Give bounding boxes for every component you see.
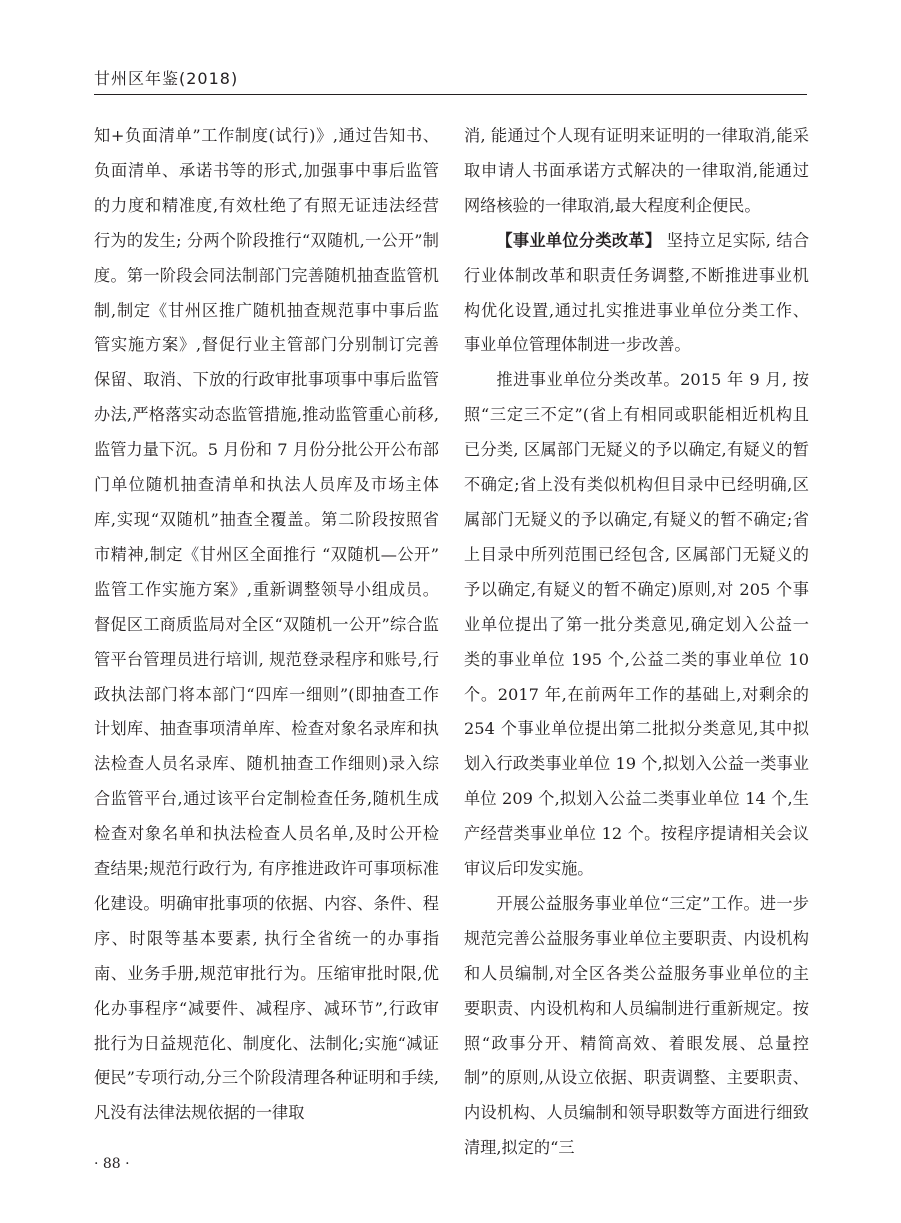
header-rule [94, 94, 807, 95]
left-paragraph-1: 知+负面清单”工作制度(试行)》,通过告知书、负面清单、承诺书等的形式,加强事中事后监管的力度和精准度,有效杜绝了有照无证违法经营行为的发生; 分两个阶段推行“双随机,一公开”制度。第一阶段会同法制部门完善随机抽查监管机制,制定《甘州区推广随机抽查规范事中事后监管实施方案》,督促行业主管部门分别制订完善保留、取消、下放的行政审批事项事中事后监管办法,严格落实动态监管措施,推动监管重心前移, 监管力量下沉。5 月份和 7 月份分批公开公布部门单位随机抽查清单和执法人员库及市场主体库,实现“双随机”抽查全覆盖。第二阶段按照省市精神,制定《甘州区全面推行 “双随机—公开” 监管工作实施方案》,重新调整领导小组成员。督促区工商质监局对全区“双随机一公开”综合监管平台管理员进行培训, 规范登录程序和账号,行政执法部门将本部门“四库一细则”(即抽查工作计划库、抽查事项清单库、检查对象名录库和执法检查人员名录库、随机抽查工作细则)录入综合监管平台,通过该平台定制检查任务,随机生成检查对象名单和执法检查人员名单,及时公开检查结果;规范行政行为, 有序推进政许可事项标准化建设。明确审批事项的依据、内容、条件、程序、时限等基本要素, 执行全省统一的办事指南、业务手册,规范审批行为。压缩审批时限,优化办事程序“减要件、减程序、减环节”,行政审批行为日益规范化、制度化、法制化;实施“减证便民”专项行动,分三个阶段清理各种证明和手续,凡没有法律法规依据的一律取 [94, 126, 439, 1123]
right-paragraph-3: 推进事业单位分类改革。2015 年 9 月, 按照“三定三不定”(省上有相同或职能相近机构且已分类, 区属部门无疑义的予以确定,有疑义的暂不确定;省上没有类似机构但目录中已经明确,区属部门无疑义的予以确定,有疑义的暂不确定;省上目录中所列范围已经包含, 区属部门无疑义的予以确定,有疑义的暂不确定)原则,对 205 个事业单位提出了第一批分类意见,确定划入公益一类的事业单位 195 个,公益二类的事业单位 10 个。2017 年,在前两年工作的基础上,对剩余的 254 个事业单位提出第二批拟分类意见,其中拟划入行政类事业单位 19 个,拟划入公益一类事业单位 209 个,拟划入公益二类事业单位 14 个,生产经营类事业单位 12 个。按程序提请相关会议审议后印发实施。 [464, 370, 809, 879]
right-paragraph-2 [464, 224, 809, 364]
page-number: · 88 · [94, 1156, 130, 1172]
left-column [94, 119, 439, 1131]
right-paragraph-4: 开展公益服务事业单位“三定”工作。进一步规范完善公益服务事业单位主要职责、内设机构和人员编制,对全区各类公益服务事业单位的主要职责、内设机构和人员编制进行重新规定。按照“政事分开、精简高效、着眼发展、总量控制”的原则,从设立依据、职责调整、主要职责、内设机构、人员编制和领导职数等方面进行细致清理,拟定的“三 [464, 893, 809, 1158]
right-paragraph-1: 消, 能通过个人现有证明来证明的一律取消,能采取申请人书面承诺方式解决的一律取消,能通过网络核验的一律取消,最大程度利企便民。 [464, 126, 809, 215]
running-head: 甘州区年鉴(2018) [94, 69, 239, 88]
section-heading: 【事业单位分类改革】 [496, 230, 662, 250]
right-column [464, 119, 809, 1166]
section-body: 坚持立足实际, 结合行业体制改革和职责任务调整,不断推进事业机构优化设置,通过扎实推进事业单位分类工作、事业单位管理体制进一步改善。 [464, 230, 810, 355]
